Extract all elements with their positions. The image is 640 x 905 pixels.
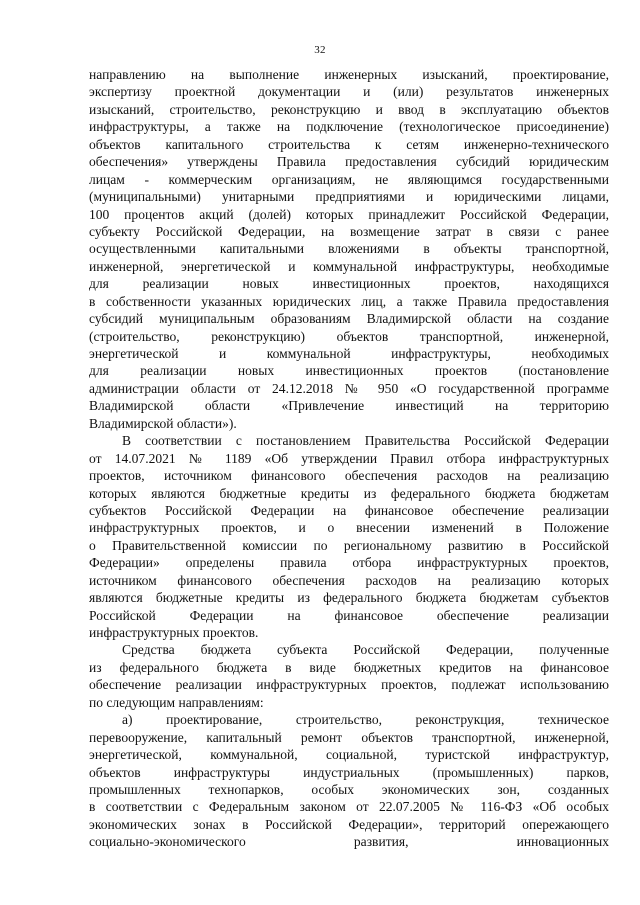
text-line: (строительство, реконструкцию) объектов транспортной, инженерной, xyxy=(89,328,609,344)
text-line: инфраструктурных проектов. xyxy=(89,625,259,640)
text-line: для реализации новых инвестиционных проектов, находящихся xyxy=(89,276,609,292)
text-line: энергетической и коммунальной инфраструктуры, необходимых xyxy=(89,346,609,361)
text-line: инфраструктурных проектов, и о внесении изменений в Положение xyxy=(89,520,609,536)
text-line: являются бюджетные кредиты из федерального бюджета бюджетам субъектов xyxy=(89,590,609,606)
text-line: субъектов Российской Федерации на финансовое обеспечение реализации xyxy=(89,502,609,518)
text-line: субсидий муниципальным образованиям Владимирской области на создание xyxy=(89,311,609,327)
text-line: экономических зонах в Российской Федерации», территорий опережающего xyxy=(89,816,609,832)
text-line: о Правительственной комиссии по региональному развитию в Российской xyxy=(89,537,609,553)
text-line: инженерной, энергетической и коммунальной инфраструктуры, необходимые xyxy=(89,258,609,274)
text-line: обеспечения» утверждены Правила предоставления субсидий юридическим xyxy=(89,154,609,170)
text-line: субъекту Российской Федерации, на возмещение затрат в связи с ранее xyxy=(89,223,609,239)
text-line: от 14.07.2021 № 1189 «Об утверждении Правил отбора инфраструктурных xyxy=(89,450,609,466)
text-line: изысканий, строительство, реконструкцию и ввод в эксплуатацию объектов xyxy=(89,101,609,117)
text-line: направлению на выполнение инженерных изысканий, проектирование, xyxy=(89,67,609,82)
body-text xyxy=(89,66,609,851)
text-line: обеспечение реализации инфраструктурных проектов, подлежат использованию xyxy=(89,677,609,693)
text-line: в соответствии с Федеральным законом от 22.07.2005 № 116-ФЗ «Об особых xyxy=(89,799,609,815)
text-line: промышленных технопарков, особых экономических зон, созданных xyxy=(89,781,609,797)
text-line: объектов инфраструктуры индустриальных (промышленных) парков, xyxy=(89,764,609,780)
text-line: перевооружение, капитальный ремонт объектов транспортной, инженерной, xyxy=(89,729,609,745)
text-line: Российской Федерации на финансовое обеспечение реализации xyxy=(89,607,609,623)
text-line: источником финансового обеспечения расходов на реализацию которых xyxy=(89,572,609,588)
text-line: для реализации новых инвестиционных проектов (постановление xyxy=(89,363,609,379)
text-line: по следующим направлениям: xyxy=(89,694,264,710)
text-line: которых являются бюджетные кредиты из федерального бюджета бюджетам xyxy=(89,485,609,501)
text-line: энергетической, коммунальной, социальной, туристской инфраструктур, xyxy=(89,747,609,763)
text-line: в собственности указанных юридических лиц, а также Правила предоставления xyxy=(89,293,609,309)
text-line: из федерального бюджета в виде бюджетных кредитов на финансовое xyxy=(89,659,609,675)
text-line: Владимирской области»). xyxy=(89,415,237,431)
text-line: В соответствии с постановлением Правительства Российской Федерации xyxy=(122,433,609,449)
text-line: Средства бюджета субъекта Российской Федерации, полученные xyxy=(122,642,609,658)
text-line: проектов, источником финансового обеспечения расходов на реализацию xyxy=(89,468,609,484)
text-line: а) проектирование, строительство, реконструкция, техническое xyxy=(122,712,609,728)
text-line: 100 процентов акций (долей) которых принадлежит Российской Федерации, xyxy=(89,206,609,222)
text-line: администрации области от 24.12.2018 № 950 «О государственной программе xyxy=(89,380,609,396)
text-line: объектов капитального строительства к сетям инженерно-технического xyxy=(89,136,609,152)
text-line: Владимирской области «Привлечение инвестиций на территорию xyxy=(89,398,609,414)
text-line: (муниципальными) унитарными предприятиями и юридическими лицами, xyxy=(89,189,609,205)
text-line: инфраструктуры, а также на подключение (технологическое присоединение) xyxy=(89,119,609,135)
text-line: экспертизу проектной документации и (или) результатов инженерных xyxy=(89,84,609,100)
text-line: осуществленными капитальными вложениями в объекты транспортной, xyxy=(89,241,609,257)
text-line: лицам - коммерческим организациям, не являющимся государственными xyxy=(89,171,609,187)
text-line: Федерации» определены правила отбора инфраструктурных проектов, xyxy=(89,555,609,571)
page-number: 32 xyxy=(314,44,326,56)
text-line: социально-экономического развития, инновационных xyxy=(89,834,609,850)
